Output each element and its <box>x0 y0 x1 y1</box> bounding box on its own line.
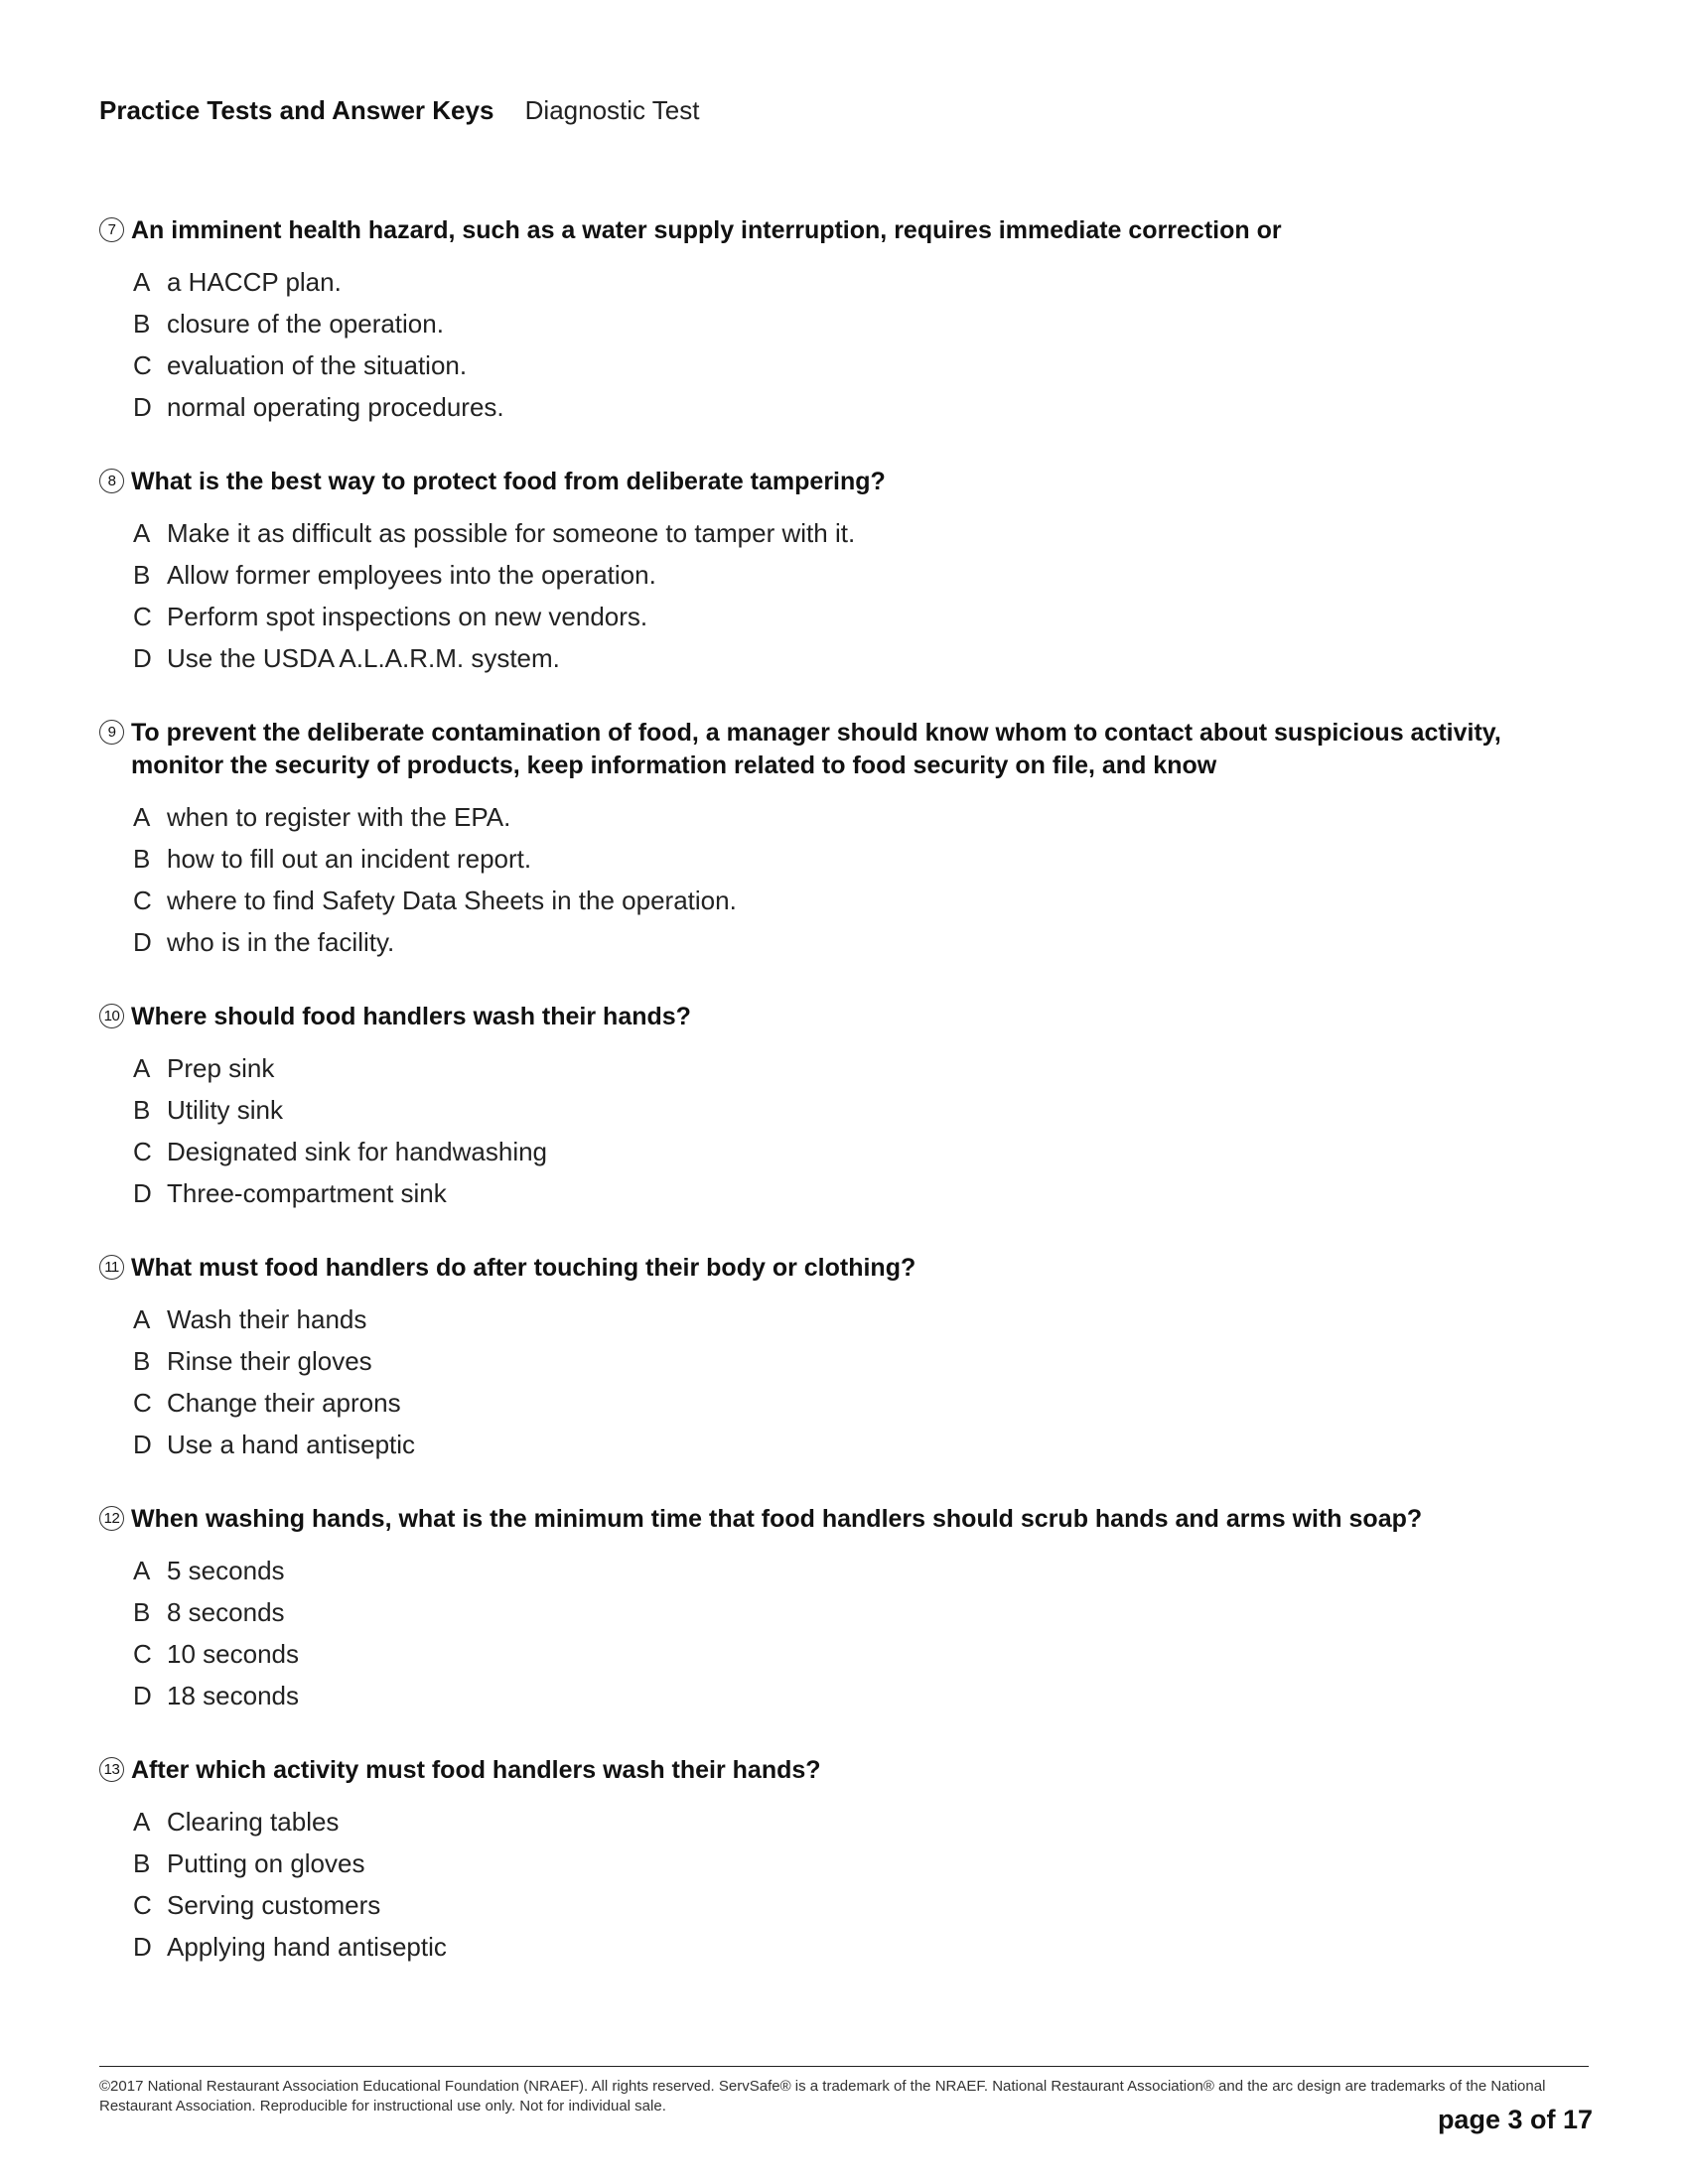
question-12 <box>99 1503 1549 1716</box>
page-number: page 3 of 17 <box>1437 2105 1593 2134</box>
answer-option <box>133 303 1549 344</box>
question-8 <box>99 466 1549 679</box>
option-letter: D <box>133 1681 152 1710</box>
option-letter: A <box>133 267 151 297</box>
answer-option <box>133 512 1549 554</box>
footer-divider <box>99 2066 1589 2067</box>
option-letter: D <box>133 392 152 422</box>
answer-option <box>133 386 1549 428</box>
option-text: 5 seconds <box>167 1556 285 1585</box>
option-letter: D <box>133 927 152 957</box>
option-text: Rinse their gloves <box>167 1346 372 1376</box>
option-text: Utility sink <box>167 1095 284 1125</box>
answer-option <box>133 1591 1549 1633</box>
question-list <box>99 214 1549 2005</box>
option-letter: D <box>133 1178 152 1208</box>
question-number-badge: 7 <box>99 217 124 242</box>
option-text: 18 seconds <box>167 1681 299 1710</box>
answer-option <box>133 1172 1549 1214</box>
answer-option <box>133 1884 1549 1926</box>
answer-option <box>133 596 1549 637</box>
option-letter: D <box>133 1932 152 1962</box>
option-text: where to find Safety Data Sheets in the operation. <box>167 886 737 915</box>
option-text: Designated sink for handwashing <box>167 1137 548 1166</box>
question-9 <box>99 717 1549 963</box>
question-stem <box>99 214 1549 247</box>
question-11 <box>99 1252 1549 1465</box>
question-text: To prevent the deliberate contamination of food, a manager should know whom to contact about suspicious activity, monitor the security of products, keep information related to food security on file, and know <box>131 719 1501 779</box>
answer-option <box>133 261 1549 303</box>
option-letter: C <box>133 886 152 915</box>
answer-option <box>133 1089 1549 1131</box>
question-10 <box>99 1001 1549 1214</box>
option-text: Make it as difficult as possible for someone to tamper with it. <box>167 518 856 548</box>
answer-option <box>133 344 1549 386</box>
question-stem <box>99 466 1549 498</box>
question-number-badge: 11 <box>99 1255 124 1280</box>
option-text: Three-compartment sink <box>167 1178 447 1208</box>
question-text: What is the best way to protect food from deliberate tampering? <box>131 468 886 495</box>
option-text: Wash their hands <box>167 1304 367 1334</box>
answer-options <box>99 261 1549 428</box>
answer-options <box>99 1801 1549 1968</box>
option-text: Putting on gloves <box>167 1848 365 1878</box>
option-text: 8 seconds <box>167 1597 285 1627</box>
option-text: evaluation of the situation. <box>167 350 468 380</box>
option-text: closure of the operation. <box>167 309 444 339</box>
question-number-badge: 12 <box>99 1506 124 1531</box>
option-text: Perform spot inspections on new vendors. <box>167 602 648 631</box>
question-stem <box>99 1252 1549 1285</box>
answer-options <box>99 1550 1549 1716</box>
answer-option <box>133 1675 1549 1716</box>
page-header <box>99 95 699 126</box>
answer-option <box>133 796 1549 838</box>
option-letter: C <box>133 602 152 631</box>
question-stem <box>99 1503 1549 1536</box>
option-letter: B <box>133 1095 151 1125</box>
footer-copyright: ©2017 National Restaurant Association Educational Foundation (NRAEF). All rights reserved. ServSafe® is a trademark of the NRAEF. National Restaurant Association® and the arc design are trademarks of the National Restaurant Association. Reproducible for instructional use only. Not for individual sale. <box>99 2078 1546 2115</box>
answer-option <box>133 1424 1549 1465</box>
option-text: Allow former employees into the operation. <box>167 560 656 590</box>
question-7 <box>99 214 1549 428</box>
question-stem <box>99 1001 1549 1033</box>
question-13 <box>99 1754 1549 1968</box>
option-letter: B <box>133 1848 151 1878</box>
question-number-badge: 13 <box>99 1757 124 1782</box>
option-letter: B <box>133 1597 151 1627</box>
question-text: What must food handlers do after touching their body or clothing? <box>131 1254 916 1282</box>
option-text: Applying hand antiseptic <box>167 1932 447 1962</box>
question-text: Where should food handlers wash their hands? <box>131 1003 691 1030</box>
answer-option <box>133 1298 1549 1340</box>
question-text: After which activity must food handlers wash their hands? <box>131 1756 821 1784</box>
question-number-badge: 9 <box>99 720 124 745</box>
answer-option <box>133 880 1549 921</box>
header-subtitle: Diagnostic Test <box>524 95 700 125</box>
option-text: when to register with the EPA. <box>167 802 511 832</box>
option-letter: C <box>133 1388 152 1418</box>
question-number-badge: 8 <box>99 469 124 493</box>
option-text: normal operating procedures. <box>167 392 504 422</box>
option-letter: C <box>133 1639 152 1669</box>
answer-option <box>133 1340 1549 1382</box>
question-text: An imminent health hazard, such as a water supply interruption, requires immediate correction or <box>131 216 1282 244</box>
question-stem <box>99 1754 1549 1787</box>
option-letter: B <box>133 1346 151 1376</box>
option-text: who is in the facility. <box>167 927 395 957</box>
option-letter: A <box>133 518 151 548</box>
answer-option <box>133 637 1549 679</box>
answer-option <box>133 1047 1549 1089</box>
option-letter: B <box>133 844 151 874</box>
answer-option <box>133 1131 1549 1172</box>
answer-options <box>99 796 1549 963</box>
answer-options <box>99 1298 1549 1465</box>
option-letter: A <box>133 1556 151 1585</box>
answer-options <box>99 1047 1549 1214</box>
option-text: Change their aprons <box>167 1388 401 1418</box>
option-letter: B <box>133 309 151 339</box>
question-stem <box>99 717 1549 782</box>
answer-option <box>133 921 1549 963</box>
option-letter: A <box>133 1807 151 1837</box>
option-letter: C <box>133 1890 152 1920</box>
answer-option <box>133 1633 1549 1675</box>
option-text: Use a hand antiseptic <box>167 1430 416 1459</box>
question-number-badge: 10 <box>99 1004 124 1028</box>
option-text: Serving customers <box>167 1890 381 1920</box>
option-letter: A <box>133 1304 151 1334</box>
option-letter: D <box>133 1430 152 1459</box>
option-letter: A <box>133 1053 151 1083</box>
option-letter: D <box>133 643 152 673</box>
answer-option <box>133 1382 1549 1424</box>
option-letter: C <box>133 350 152 380</box>
answer-option <box>133 554 1549 596</box>
question-text: When washing hands, what is the minimum time that food handlers should scrub hands and arms with soap? <box>131 1505 1423 1533</box>
option-letter: C <box>133 1137 152 1166</box>
answer-option <box>133 838 1549 880</box>
header-title: Practice Tests and Answer Keys <box>99 95 494 125</box>
option-text: Clearing tables <box>167 1807 340 1837</box>
answer-option <box>133 1926 1549 1968</box>
answer-options <box>99 512 1549 679</box>
option-text: Use the USDA A.L.A.R.M. system. <box>167 643 560 673</box>
option-text: Prep sink <box>167 1053 275 1083</box>
option-text: how to fill out an incident report. <box>167 844 532 874</box>
option-text: 10 seconds <box>167 1639 299 1669</box>
answer-option <box>133 1801 1549 1843</box>
option-letter: B <box>133 560 151 590</box>
option-text: a HACCP plan. <box>167 267 342 297</box>
answer-option <box>133 1843 1549 1884</box>
option-letter: A <box>133 802 151 832</box>
answer-option <box>133 1550 1549 1591</box>
